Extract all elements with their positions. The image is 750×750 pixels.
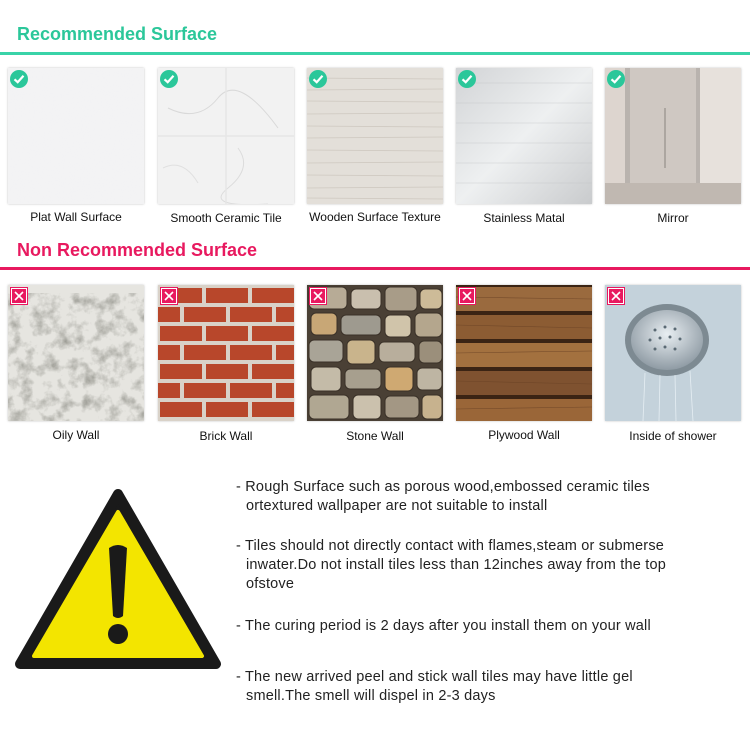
cross-icon xyxy=(309,287,327,305)
caption-mirror: Mirror xyxy=(657,211,689,225)
recommended-title: Recommended Surface xyxy=(17,24,218,44)
brick-wall-image xyxy=(158,285,294,421)
mirror-image xyxy=(605,68,741,204)
cross-icon xyxy=(458,287,476,305)
recommended-divider xyxy=(0,52,750,55)
non-recommended-divider xyxy=(0,267,750,270)
stone-wall-image xyxy=(307,285,443,421)
oily-wall-image xyxy=(8,285,144,421)
caption-stone-wall: Stone Wall xyxy=(346,429,404,443)
ceramic-tile-image xyxy=(158,68,294,204)
caption-brick-wall: Brick Wall xyxy=(199,429,253,443)
warning-icon xyxy=(14,488,222,673)
cross-icon xyxy=(160,287,178,305)
check-icon xyxy=(458,70,476,88)
caption-oily-wall: Oily Wall xyxy=(52,428,100,442)
shower-image xyxy=(605,285,741,421)
caption-wooden-texture: Wooden Surface Texture xyxy=(309,210,441,224)
check-icon xyxy=(10,70,28,88)
caption-shower: Inside of shower xyxy=(629,429,717,443)
caption-plat-wall: Plat Wall Surface xyxy=(30,210,122,224)
caption-plywood-wall: Plywood Wall xyxy=(488,428,560,442)
caption-stainless: Stainless Matal xyxy=(483,211,565,225)
note-curing-period: - The curing period is 2 days after you install them on your wall xyxy=(236,618,651,634)
note-flames-steam: - Tiles should not directly contact with flames,steam or submerse inwater.Do not install tiles less than 12inches away from the top ofstove xyxy=(236,538,667,592)
stainless-metal-image xyxy=(456,68,592,204)
check-icon xyxy=(160,70,178,88)
plat-wall-image xyxy=(8,68,144,204)
note-gel-smell: - The new arrived peel and stick wall tiles may have little gel smell.The smell will dispel in 2-3 days xyxy=(236,669,633,704)
check-icon xyxy=(309,70,327,88)
plywood-wall-image xyxy=(456,285,592,421)
note-rough-surface: - Rough Surface such as porous wood,embossed ceramic tiles ortextured wallpaper are not suitable to install xyxy=(236,479,650,514)
check-icon xyxy=(607,70,625,88)
wooden-texture-image xyxy=(307,68,443,204)
non-recommended-title: Non Recommended Surface xyxy=(17,240,258,260)
cross-icon xyxy=(607,287,625,305)
caption-ceramic-tile: Smooth Ceramic Tile xyxy=(170,211,282,225)
cross-icon xyxy=(10,287,28,305)
